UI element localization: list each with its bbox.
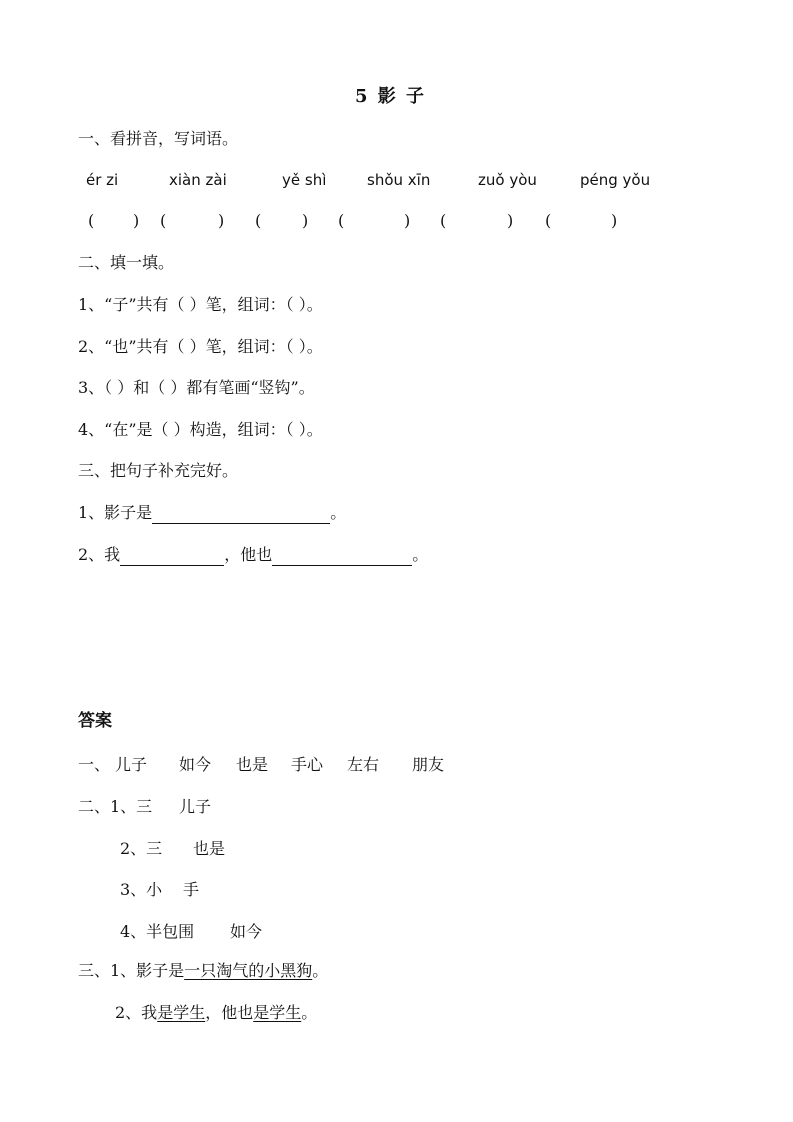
answer-1-label: 一、 bbox=[78, 755, 111, 774]
sentence-1-suffix: 。 bbox=[330, 503, 347, 522]
paren-open-4: ( bbox=[338, 211, 345, 230]
section-2-heading: 二、填一填。 bbox=[78, 253, 175, 272]
answer-2-2-count: 2、三 bbox=[120, 839, 163, 858]
answer-3-2-underlined-1: 是学生 bbox=[157, 1003, 206, 1022]
answer-1-item-3: 也是 bbox=[236, 755, 269, 774]
answer-2-2-word: 也是 bbox=[193, 839, 226, 858]
fill-item-1: 1、“子”共有（ ）笔，组词：（ ）。 bbox=[78, 295, 323, 314]
sentence-item-2 bbox=[78, 544, 428, 566]
pinyin-4: shǒu xīn bbox=[367, 171, 431, 189]
answer-3-2-suffix: 。 bbox=[301, 1003, 318, 1022]
answer-3-2-prefix: 2、我 bbox=[115, 1003, 158, 1022]
answer-2-3-a: 3、小 bbox=[120, 880, 163, 899]
sentence-2-blank-2 bbox=[272, 547, 412, 566]
answer-1-item-4: 手心 bbox=[291, 755, 324, 774]
answer-3-1-suffix: 。 bbox=[312, 961, 329, 980]
sentence-item-1 bbox=[78, 502, 346, 524]
fill-item-3: 3、（ ）和（ ）都有笔画“竖钩”。 bbox=[78, 378, 315, 397]
answer-2-4-b: 如今 bbox=[230, 922, 263, 941]
answer-3-1-underlined: 一只淘气的小黑狗 bbox=[184, 961, 313, 980]
section-1-heading: 一、看拼音，写词语。 bbox=[78, 129, 239, 148]
answer-1-item-6: 朋友 bbox=[412, 755, 445, 774]
pinyin-2: xiàn zài bbox=[169, 171, 227, 189]
section-3-heading: 三、把句子补充完好。 bbox=[78, 461, 239, 480]
sentence-2-blank-1 bbox=[120, 547, 224, 566]
paren-close-6: ) bbox=[611, 211, 618, 230]
answer-1-item-5: 左右 bbox=[347, 755, 380, 774]
paren-close-3: ) bbox=[302, 211, 309, 230]
paren-open-6: ( bbox=[545, 211, 552, 230]
answer-2-4-a: 4、半包围 bbox=[120, 922, 195, 941]
pinyin-6: péng yǒu bbox=[580, 171, 651, 189]
answer-2-1-count: 二、1、三 bbox=[78, 797, 153, 816]
answer-3-1-prefix: 三、1、影子是 bbox=[78, 961, 185, 980]
paren-open-1: ( bbox=[88, 211, 95, 230]
paren-close-2: ) bbox=[218, 211, 225, 230]
fill-item-4: 4、“在”是（ ）构造，组词：（ ）。 bbox=[78, 420, 323, 439]
pinyin-3: yě shì bbox=[282, 171, 327, 189]
fill-item-2: 2、“也”共有（ ）笔，组词：（ ）。 bbox=[78, 337, 323, 356]
answer-3-2-mid: ，他也 bbox=[205, 1003, 254, 1022]
pinyin-1: ér zi bbox=[86, 171, 119, 189]
answer-heading: 答案 bbox=[78, 711, 112, 731]
sentence-2-mid: ，他也 bbox=[224, 545, 273, 564]
paren-close-5: ) bbox=[507, 211, 514, 230]
answer-2-1-word: 儿子 bbox=[179, 797, 212, 816]
answer-2-3-b: 手 bbox=[183, 880, 200, 899]
answer-3-2-underlined-2: 是学生 bbox=[253, 1003, 302, 1022]
page-title: 5 影 子 bbox=[355, 86, 427, 107]
answer-3-1 bbox=[78, 960, 328, 982]
paren-open-5: ( bbox=[440, 211, 447, 230]
sentence-2-suffix: 。 bbox=[412, 545, 429, 564]
paren-open-2: ( bbox=[160, 211, 167, 230]
paren-close-1: ) bbox=[133, 211, 140, 230]
paren-open-3: ( bbox=[255, 211, 262, 230]
answer-1-item-1: 儿子 bbox=[115, 755, 148, 774]
answer-3-2 bbox=[115, 1002, 317, 1024]
sentence-1-blank bbox=[152, 505, 330, 524]
answer-1-item-2: 如今 bbox=[179, 755, 212, 774]
sentence-1-prefix: 1、影子是 bbox=[78, 503, 153, 522]
pinyin-5: zuǒ yòu bbox=[478, 171, 537, 189]
sentence-2-prefix: 2、我 bbox=[78, 545, 121, 564]
paren-close-4: ) bbox=[404, 211, 411, 230]
